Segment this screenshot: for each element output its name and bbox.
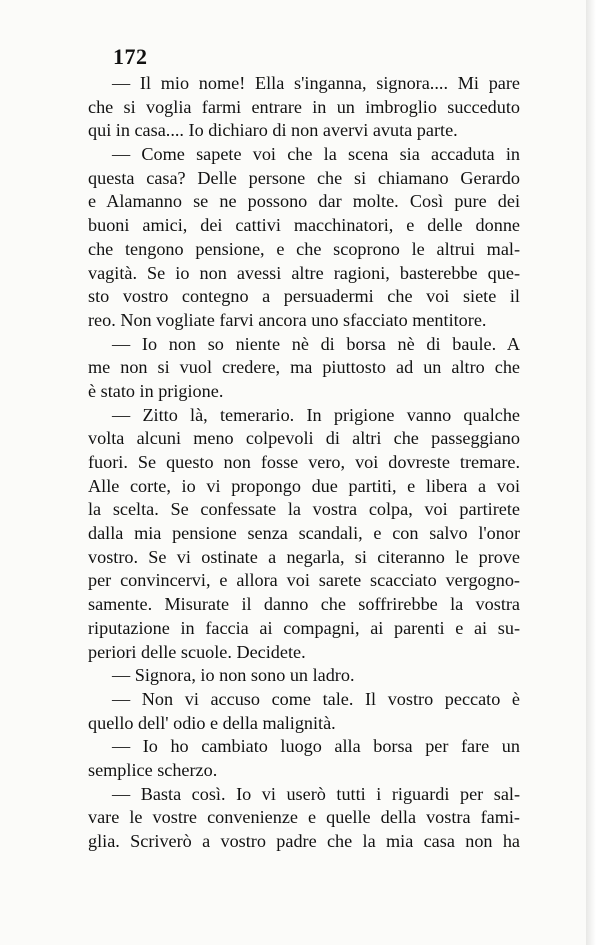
page-number: 172: [113, 44, 148, 69]
text-line: e Alamanno se ne possono dar molte. Così pure dei: [88, 191, 520, 212]
text-line: — Signora, io non sono un ladro.: [112, 665, 355, 686]
text-line: volta alcuni meno colpevoli di altri che passeggiano: [88, 428, 520, 449]
text-line: semplice scherzo.: [88, 759, 218, 780]
text-line: — Zitto là, temerario. In prigione vanno qualche: [112, 404, 520, 425]
text-line: reo. Non vogliate farvi ancora uno sfacciato mentitore.: [88, 309, 487, 330]
text-line: vare le vostre convenienze e quelle della vostra fami-: [88, 807, 520, 828]
text-line: — Non vi accuso come tale. Il vostro peccato è: [112, 688, 520, 709]
text-line: questa casa? Delle persone che si chiamano Gerardo: [88, 167, 520, 188]
text-line: samente. Misurate il danno che soffrirebbe la vostra: [88, 594, 520, 615]
text-line: periori delle scuole. Decidete.: [88, 641, 306, 662]
text-line: — Basta così. Io vi userò tutti i riguardi per sal-: [112, 783, 520, 804]
text-line: che tengono pensione, e che scoprono le altrui mal-: [88, 238, 520, 259]
text-line: la scelta. Se confessate la vostra colpa, voi partirete: [88, 499, 520, 520]
text-line: vagità. Se io non avessi altre ragioni, basterebbe que-: [88, 262, 520, 283]
text-line: buoni amici, dei cattivi macchinatori, e delle donne: [88, 215, 520, 236]
text-line: — Il mio nome! Ella s'inganna, signora.... Mi pare: [112, 73, 520, 93]
body-text: [88, 72, 520, 854]
text-line: è stato in prigione.: [88, 380, 224, 401]
text-line: — Io non so niente nè di borsa nè di baule. A: [112, 333, 520, 354]
text-line: me non si vuol credere, ma piuttosto ad un altro che: [88, 357, 520, 378]
text-line: fuori. Se questo non fosse vero, voi dovreste tremare.: [88, 452, 520, 472]
text-line: qui in casa.... Io dichiaro di non avervi avuta parte.: [88, 120, 458, 141]
text-line: sto vostro contegno a persuadermi che voi siete il: [88, 286, 520, 307]
text-line: glia. Scriverò a vostro padre che la mia casa non ha: [88, 831, 520, 851]
text-line: — Io ho cambiato luogo alla borsa per fare un: [112, 736, 520, 757]
text-line: — Come sapete voi che la scena sia accaduta in: [112, 144, 520, 165]
text-line: dalla mia pensione senza scandali, e con salvo l'onor: [88, 523, 520, 544]
text-line: che si voglia farmi entrare in un imbroglio succeduto: [88, 96, 520, 117]
text-line: Alle corte, io vi propongo due partiti, e libera a voi: [88, 475, 520, 496]
text-line: per convincervi, e allora voi sarete scacciato vergogno-: [88, 570, 520, 591]
text-line: riputazione in faccia ai compagni, ai parenti e ai su-: [88, 617, 520, 638]
page-edge: [586, 0, 596, 945]
text-line: vostro. Se vi ostinate a negarla, si citeranno le prove: [88, 546, 520, 567]
text-line: quello dell' odio e della malignità.: [88, 712, 336, 733]
